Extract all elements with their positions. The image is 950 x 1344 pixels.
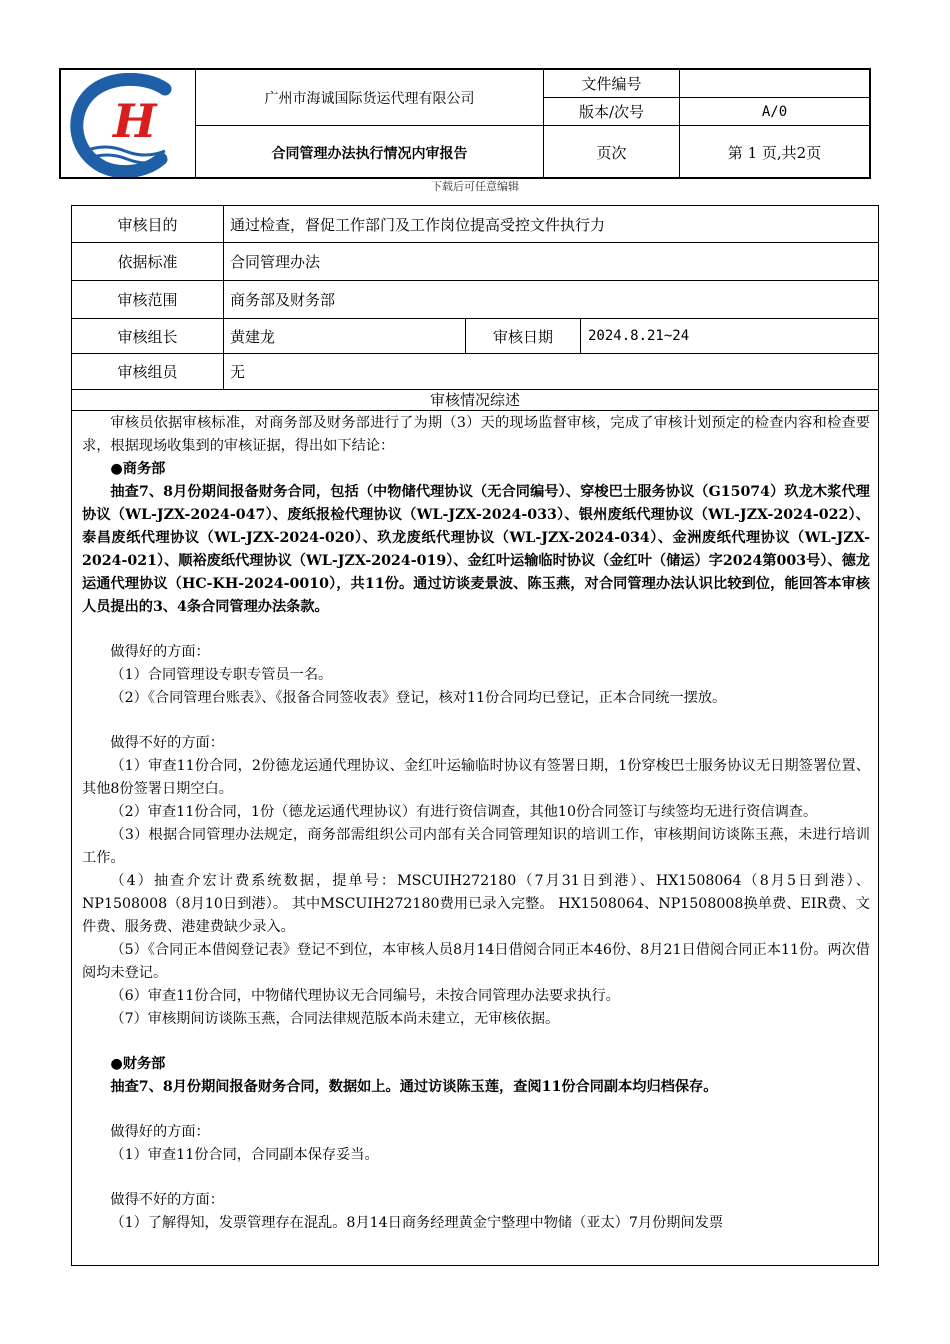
summary-body: [82, 412, 870, 1235]
company-logo: [65, 73, 193, 177]
date-label: 审核日期: [465, 319, 581, 353]
basis-value: 合同管理办法: [230, 253, 321, 271]
biz-bad-title: 做得不好的方面：: [110, 735, 224, 751]
biz-bad-item: （5）《合同正本借阅登记表》登记不到位，本审核人员8月14日借阅合同正本46份、8月21日借阅合同正本11份。两次借阅均未登记。: [82, 942, 870, 981]
biz-heading: ●商务部: [110, 461, 166, 477]
edit-note: 下载后可任意编辑: [431, 180, 519, 193]
version-label: 版本/次号: [578, 103, 645, 121]
fin-sample-paragraph: 抽查7、8月份期间报备财务合同，数据如上。通过访谈陈玉莲，查阅11份合同副本均归档保存。: [110, 1079, 718, 1095]
document-title: 合同管理办法执行情况内审报告: [271, 145, 468, 162]
biz-bad-item: （4）抽查介宏计费系统数据，提单号：MSCUIH272180（7月31日到港）、HX1508064（8月5日到港）、NP1508008（8月10日到港）。 其中MSCUIH272180费用已录入完整。 HX1508064、NP1508008换单费、EIR费、文件费、服务费、港建费缺少录入。: [82, 873, 870, 935]
fin-bad-item: （1）了解得知，发票管理存在混乱。8月14日商务经理黄金宁整理中物储（亚太）7月份期间发票: [110, 1215, 724, 1231]
basis-label: 依据标准: [72, 243, 224, 280]
scope-value: 商务部及财务部: [230, 291, 336, 309]
page-label: 页次: [596, 144, 627, 162]
fin-good-title: 做得好的方面：: [110, 1124, 210, 1140]
row-members: [72, 354, 878, 390]
biz-good-item: （2）《合同管理台账表》、《报备合同签收表》登记，核对11份合同均已登记，正本合同统一摆放。: [110, 690, 727, 706]
biz-bad-item: （6）审查11份合同，中物储代理协议无合同编号，未按合同管理办法要求执行。: [110, 988, 620, 1004]
date-value: 2024.8.21~24: [588, 328, 690, 344]
biz-bad-item: （1）审查11份合同，2份德龙运通代理协议、金红叶运输临时协议有签署日期，1份穿梭巴士服务协议无日期签署位置、其他8份签署日期空白。: [82, 758, 870, 797]
biz-sample-paragraph: 抽查7、8月份期间报备财务合同，包括（中物储代理协议（无合同编号）、穿梭巴士服务协议（G15074）玖龙木浆代理协议（WL-JZX-2024-047）、废纸报检代理协议（WL-JZX-2024-033）、银州废纸代理协议（WL-JZX-2024-022）、泰昌废纸代理协议（WL-JZX-2024-020）、玖龙废纸代理协议（WL-JZX-2024-034）、金洲废纸代理协议（WL-JZX-2024-021）、顺裕废纸代理协议（WL-JZX-2024-019）、金红叶运输临时协议（金红叶（储运）字2024第003号）、德龙运通代理协议（HC-KH-2024-0010），共11份。通过访谈麦景波、陈玉燕，对合同管理办法认识比较到位，能回答本审核人员提出的3、4条合同管理办法条款。: [82, 484, 870, 615]
fin-heading: ●财务部: [110, 1056, 166, 1072]
file-no-value: [680, 70, 869, 97]
purpose-value: 通过检查，督促工作部门及工作岗位提高受控文件执行力: [230, 215, 606, 234]
version-value: A/0: [761, 103, 788, 120]
page-value: 第 1 页,共2页: [727, 144, 822, 162]
scope-label: 审核范围: [72, 281, 224, 318]
biz-good-title: 做得好的方面：: [110, 644, 210, 660]
logo-letter: H: [113, 94, 157, 148]
audit-table: [71, 205, 879, 1266]
document-header: [59, 68, 871, 179]
biz-bad-item: （3）根据合同管理办法规定，商务部需组织公司内部有关合同管理知识的培训工作，审核期间访谈陈玉燕，未进行培训工作。: [82, 827, 870, 866]
purpose-label: 审核目的: [72, 206, 224, 242]
row-scope: [72, 281, 878, 319]
fin-good-item: （1）审查11份合同，合同副本保存妥当。: [110, 1147, 379, 1163]
file-no-label: 文件编号: [581, 75, 642, 93]
leader-label: 审核组长: [72, 319, 224, 353]
fin-bad-title: 做得不好的方面：: [110, 1192, 224, 1208]
row-basis: [72, 243, 878, 281]
row-purpose: [72, 206, 878, 243]
company-name: 广州市海诚国际货运代理有限公司: [264, 90, 475, 107]
leader-value: 黄建龙: [230, 327, 276, 346]
biz-bad-item: （7）审核期间访谈陈玉燕，合同法律规范版本尚未建立，无审核依据。: [110, 1011, 560, 1027]
row-leader: [72, 319, 878, 354]
biz-good-item: （1）合同管理设专职专管员一名。: [110, 667, 333, 683]
members-value: 无: [230, 363, 246, 381]
summary-intro: 审核员依据审核标准，对商务部及财务部进行了为期（3）天的现场监督审核，完成了审核计划预定的检查内容和检查要求，根据现场收集到的审核证据，得出如下结论：: [82, 415, 870, 454]
biz-bad-item: （2）审查11份合同，1份（德龙运通代理协议）有进行资信调查，其他10份合同签订与续签均无进行资信调查。: [110, 804, 818, 820]
summary-title: 审核情况综述: [72, 390, 878, 411]
members-label: 审核组员: [72, 354, 224, 389]
